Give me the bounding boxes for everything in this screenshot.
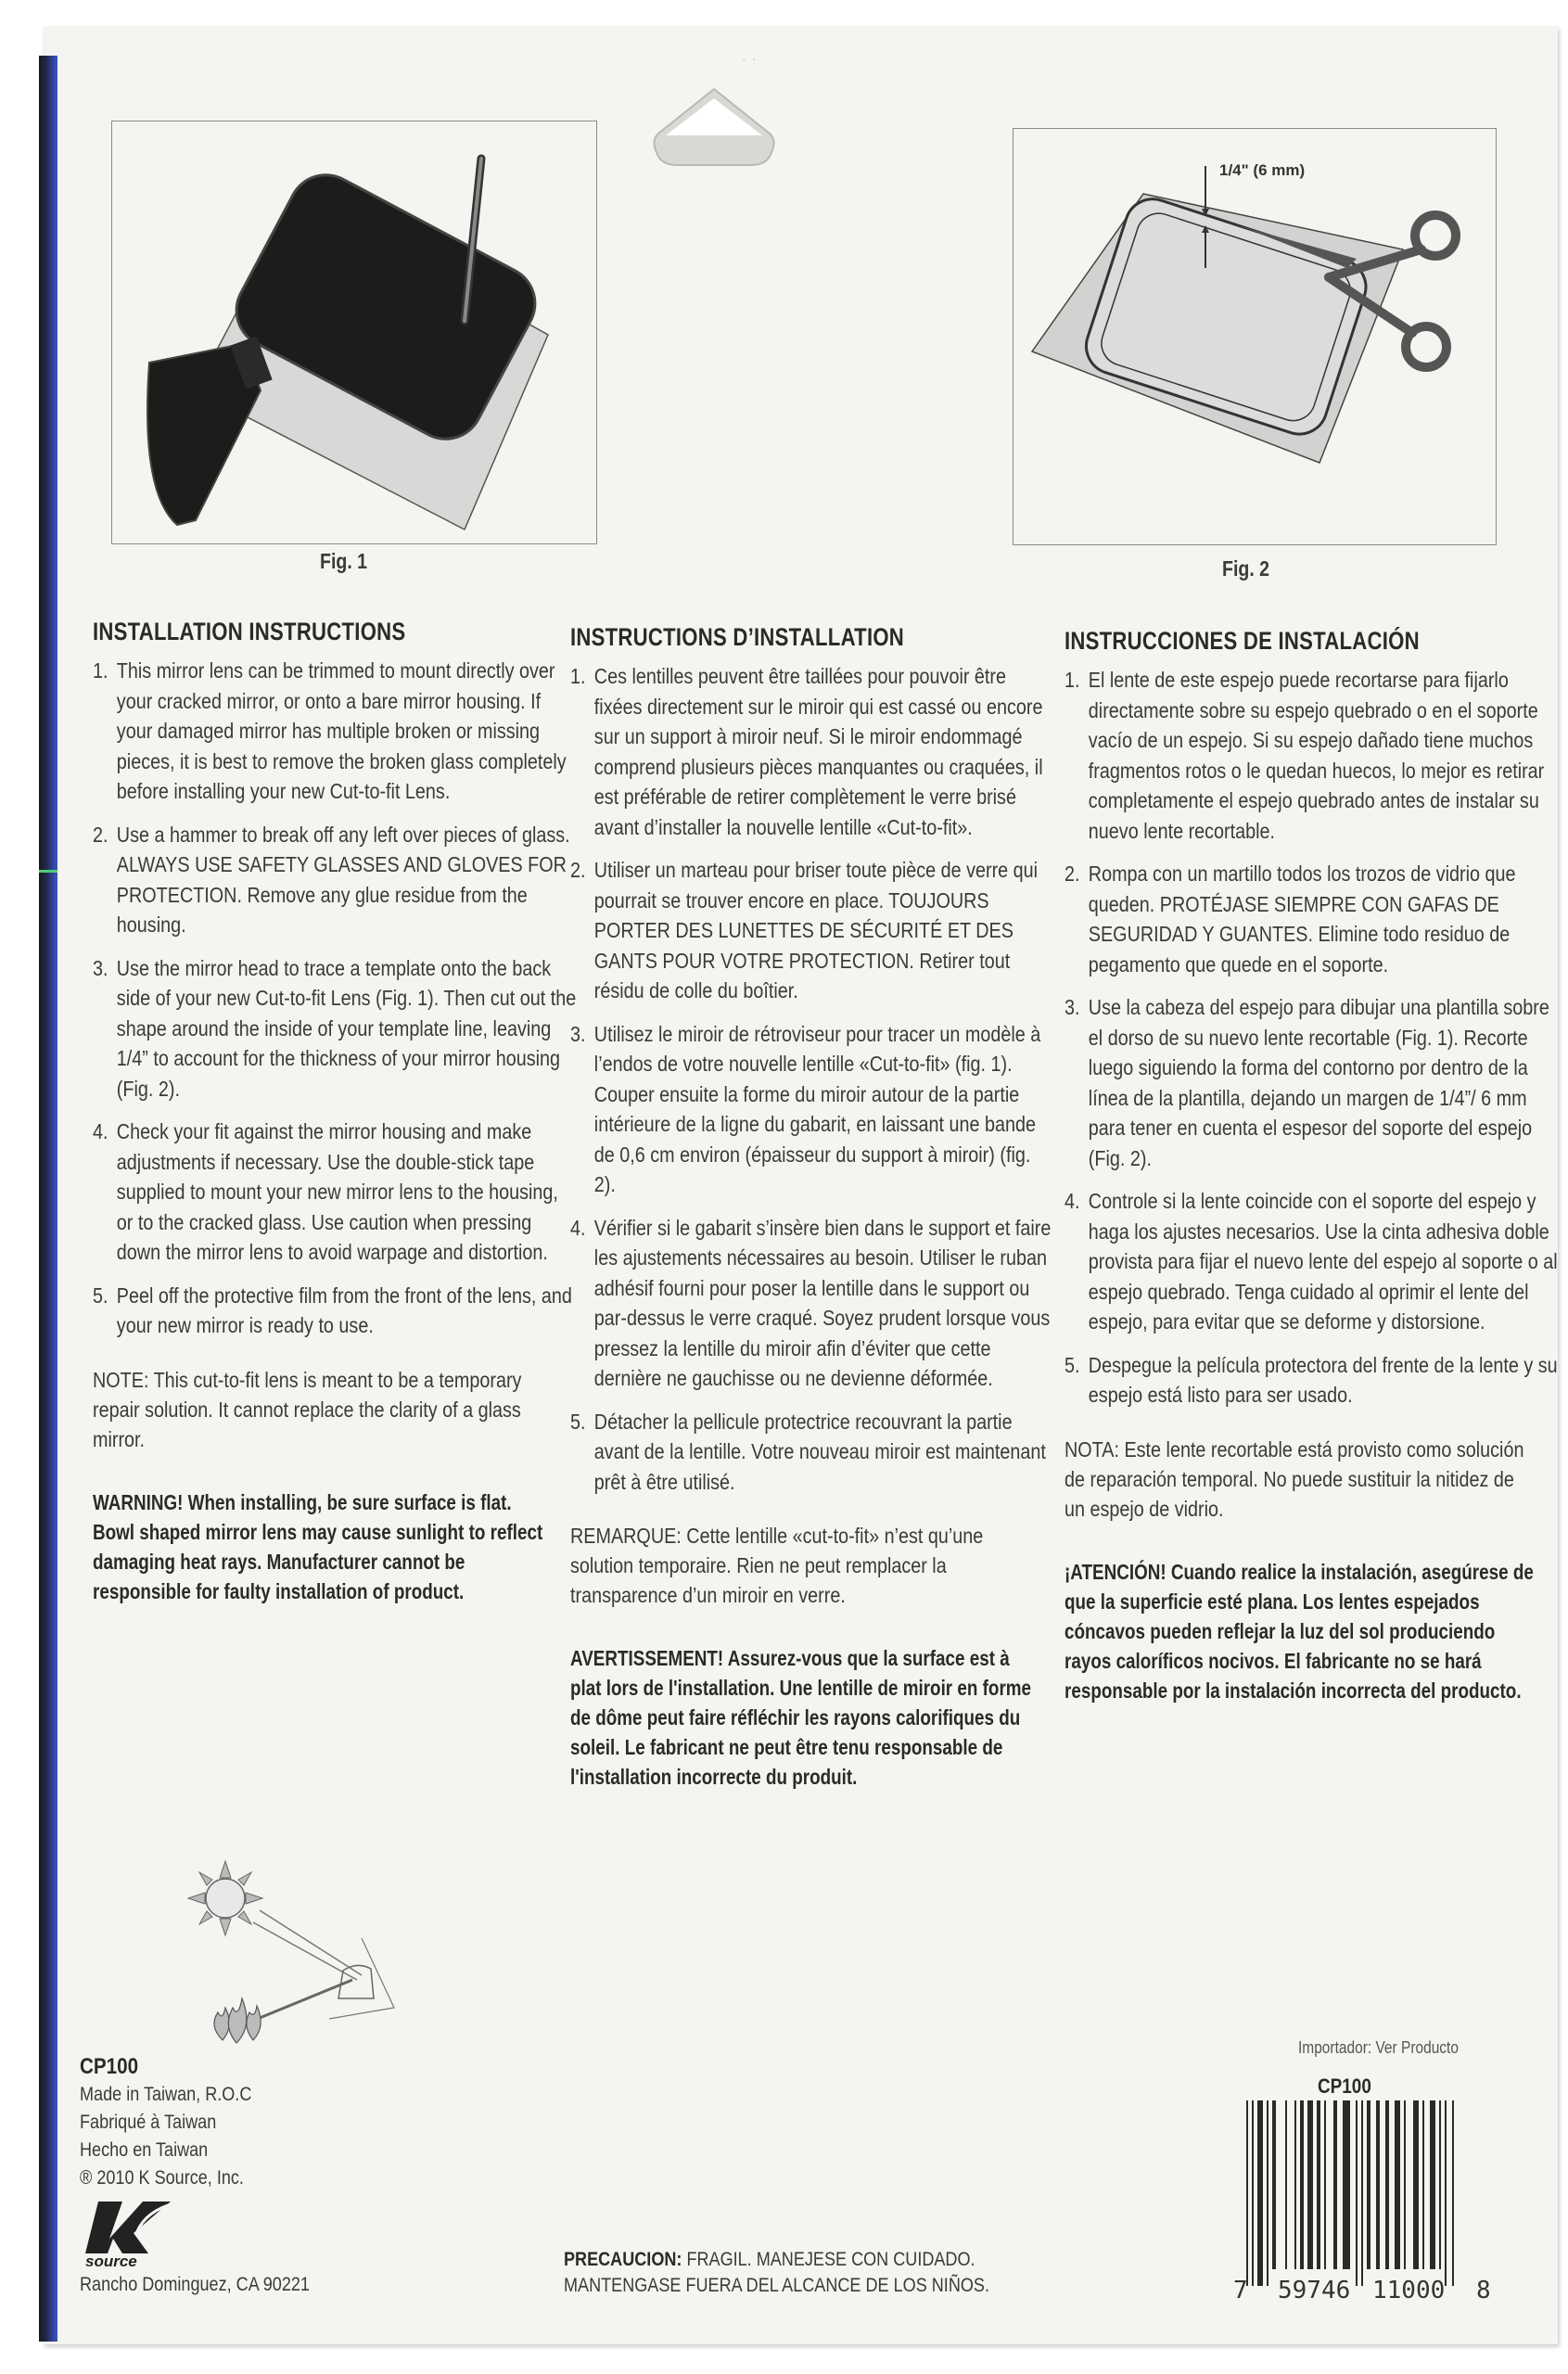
step-item: 1. El lente de este espejo puede recortarse para fijarlo directamente sobre su espejo quebrado o en el soporte vacío de un espejo. Si su espejo dañado tiene muchos fragmentos rotos o le quedan huecos, lo mejor es retirar completamente el espejo quebrado antes de instalar su nuevo lente recortable. [1064, 668, 1545, 843]
french-instructions [570, 623, 1052, 1792]
english-steps [93, 656, 577, 1341]
dimension-label: 1/4" (6 mm) [1219, 161, 1306, 179]
scissors-cutting-illustration [1013, 129, 1496, 544]
barcode-group-left: 59746 [1278, 2277, 1351, 2304]
spanish-instructions [1064, 627, 1558, 1705]
hang-hole-icon [649, 85, 779, 169]
k-source-logo [82, 2198, 193, 2268]
svg-text:source: source [85, 2253, 137, 2268]
french-title: INSTRUCTIONS D’INSTALLATION [570, 623, 905, 651]
made-in-es: Hecho en Taiwan [80, 2139, 209, 2161]
product-info [80, 2053, 251, 2192]
french-note: REMARQUE: Cette lentille «cut-to-fit» n’est qu’une solution temporaire. Rien ne peut remplacer la transparence d’un miroir en verre. [570, 1524, 984, 1607]
sun-heat-warning-icon [172, 1859, 403, 2045]
figure-1-caption: Fig. 1 [320, 549, 368, 573]
step-item: 2. Utiliser un marteau pour briser toute pièce de verre qui pourrait se trouver encore en place. TOUJOURS PORTER DES LUNETTES DE SÉCURITÉ ET DES GANTS POUR VOTRE PROTECTION. Retirer tout résidu de colle du boîtier. [570, 858, 1039, 1002]
step-item: 4. Controle si la lente coincide con el soporte del espejo y haga los ajustes necesarios. Use la cinta adhesiva doble provista para fijar el nuevo lente del espejo al soporte o al espejo quebrado. Tenga cuidado al oprimir el lente del espejo, para evitar que se deforme y distorsione. [1064, 1189, 1558, 1334]
spanish-warning: ¡ATENCIÓN! Cuando realice la instalación, asegúrese de que la superficie esté plana. Los lentes espejados cóncavos pueden reflejar la luz del sol produciendo rayos caloríficos nocivos. El fabricante no se hará responsable por la instalación incorrecta del producto. [1064, 1559, 1534, 1703]
step-item: 3. Use the mirror head to trace a template onto the back side of your new Cut-to-fit Lens (Fig. 1). Then cut out the shape around the inside of your template line, leaving 1/4” to account for the thickness of your mirror housing (Fig. 2). [93, 955, 577, 1101]
step-item: 1. This mirror lens can be trimmed to mount directly over your cracked mirror, or onto a bare mirror housing. If your damaged mirror has multiple broken or missing pieces, it is best to remove the broken glass completely before installing your new Cut-to-fit Lens. [93, 658, 567, 803]
step-item: 3. Utilisez le miroir de rétroviseur pour tracer un modèle à l’endos de votre nouvelle lentille «Cut-to-fit» (fig. 1). Couper ensuite la forme du miroir autour de la partie intérieure de la ligne du gabarit, en laissant une bande de 0,6 cm environ (épaisseur du support à miroir) (fig. 2). [570, 1021, 1041, 1196]
model-number: CP100 [80, 2054, 139, 2079]
step-item: 5. Peel off the protective film from the front of the lens, and your new mirror is ready to use. [93, 1283, 572, 1337]
english-warning: WARNING! When installing, be sure surface is flat. Bowl shaped mirror lens may cause sunlight to reflect damaging heat rays. Manufacturer cannot be responsible for faulty installation of product. [93, 1489, 543, 1603]
figure-1-trace-template [111, 121, 597, 544]
english-instructions [93, 618, 577, 1606]
figure-2-caption: Fig. 2 [1222, 556, 1270, 581]
barcode-model: CP100 [1318, 2074, 1371, 2098]
french-steps [570, 661, 1052, 1497]
spanish-title: INSTRUCCIONES DE INSTALACIÓN [1064, 627, 1420, 655]
step-item: 2. Rompa con un martillo todos los trozos de vidrio que queden. PROTÉJASE SIEMPRE CON GAFAS DE SEGURIDAD Y GUANTES. Elimine todo residuo de pegamento que quede en el soporte. [1064, 862, 1516, 976]
step-item: 4. Check your fit against the mirror housing and make adjustments if necessary. Use the double-stick tape supplied to mount your new mirror lens to the housing, or to the cracked glass. Use caution when pressing down the mirror lens to avoid warpage and distortion. [93, 1119, 558, 1264]
step-item: 5. Despegue la película protectora del frente de la lente y su espejo está listo para ser usado. [1064, 1352, 1558, 1407]
step-item: 3. Use la cabeza del espejo para dibujar una plantilla sobre el dorso de su nuevo lente recortable (Fig. 1). Recorte luego siguiendo la forma del contorno por dentro de la línea de la plantilla, dejando un margen de 1/4”/ 6 mm para tener en cuenta el espesor del soporte del espejo (Fig. 2). [1064, 995, 1549, 1170]
made-in-en: Made in Taiwan, R.O.C [80, 2084, 252, 2105]
precaution-line2: MANTENGASE FUERA DEL ALCANCE DE LOS NIÑOS. [564, 2275, 989, 2296]
edge-mark [39, 870, 57, 873]
step-item: 4. Vérifier si le gabarit s’insère bien dans le support et faire les ajustements nécessaires au besoin. Utiliser le ruban adhésif fourni pour poser la lentille dans le support ou par-dessus le verre craqué. Soyez prudent lorsque vous pressez la lentille du miroir afin d’éviter que cette dernière ne gauchisse ou ne devienne déformée. [570, 1215, 1052, 1390]
precaution-line1: FRAGIL. MANEJESE CON CUIDADO. [686, 2249, 975, 2270]
step-item: 5. Détacher la pellicule protectrice recouvrant la partie avant de la lentille. Votre nouveau miroir est maintenant prêt à être utilisé. [570, 1409, 1046, 1494]
mirror-tracing-illustration [112, 121, 596, 543]
upc-barcode [1233, 2100, 1465, 2304]
english-note: NOTE: This cut-to-fit lens is meant to be a temporary repair solution. It cannot replace the clarity of a glass mirror. [93, 1367, 522, 1451]
made-in-fr: Fabriqué à Taiwan [80, 2112, 217, 2133]
step-item: 2. Use a hammer to break off any left over pieces of glass. ALWAYS USE SAFETY GLASSES AND GLOVES FOR PROTECTION. Remove any glue residue from the housing. [93, 822, 570, 937]
spanish-steps [1064, 665, 1558, 1410]
precaution-notice [564, 2247, 989, 2299]
barcode-digit-first: 7 [1233, 2277, 1248, 2304]
spanish-note: NOTA: Este lente recortable está provisto como solución de reparación temporal. No puede sustituir la nitidez de un espejo de vidrio. [1064, 1436, 1524, 1521]
perforation-dots: ·· [742, 51, 762, 66]
company-address: Rancho Dominguez, CA 90221 [80, 2274, 310, 2295]
english-title: INSTALLATION INSTRUCTIONS [93, 618, 406, 645]
french-warning: AVERTISSEMENT! Assurez-vous que la surface est à plat lors de l'installation. Une lentille de miroir en forme de dôme peut faire réfléchir les rayons calorifiques du soleil. Le fabricant ne peut être tenu responsable de l'installation incorrecte du produit. [570, 1646, 1032, 1789]
barcode-digit-last: 8 [1476, 2277, 1491, 2304]
barcode-group-right: 11000 [1372, 2277, 1446, 2304]
precaution-label: PRECAUCION: [564, 2249, 682, 2270]
step-item: 1. Ces lentilles peuvent être taillées pour pouvoir être fixées directement sur le miroir qui est cassé ou encore sur un support à miroir neuf. Si le miroir endommagé comprend plusieurs pièces manquantes ou craquées, il est préférable de retirer complètement le verre brisé avant d’installer la nouvelle lentille «Cut-to-fit». [570, 664, 1043, 839]
figure-2-cut-lens [1013, 128, 1497, 545]
importer-note: Importador: Ver Producto [1298, 2038, 1459, 2057]
card-edge-strip [39, 56, 57, 2342]
copyright: ® 2010 K Source, Inc. [80, 2167, 244, 2189]
